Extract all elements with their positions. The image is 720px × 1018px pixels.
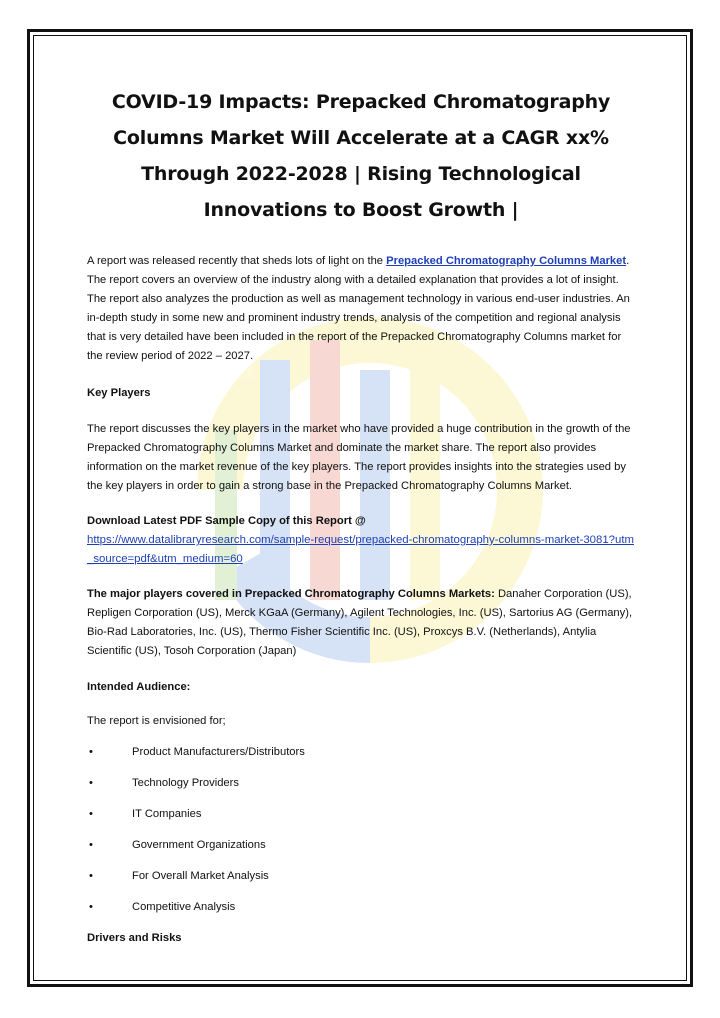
intro-text-before: A report was released recently that sheds lots of light on the bbox=[87, 255, 387, 267]
market-report-link[interactable]: Prepacked Chromatography Columns Market bbox=[386, 255, 627, 267]
major-players-paragraph bbox=[87, 585, 635, 661]
list-item bbox=[87, 743, 635, 762]
download-link-wrapper bbox=[87, 531, 635, 569]
key-players-heading: Key Players bbox=[87, 387, 151, 399]
bullet-icon: • bbox=[89, 870, 93, 882]
list-item-text: IT Companies bbox=[132, 808, 202, 820]
list-item-text: Technology Providers bbox=[132, 777, 239, 789]
intended-audience-heading: Intended Audience: bbox=[87, 681, 191, 693]
list-item bbox=[87, 805, 635, 824]
intro-text-after: . The report covers an overview of the industry along with a detailed explanation that provides a lot of insight. The report also analyzes the production as well as management technology in various end-user industries. An in-depth study in some new and prominent industry trends, analysis of the competition and regional analysis that is very detailed have been included in the report of the Prepacked Chromatography Columns market for the review period of 2022 – 2027. bbox=[87, 255, 630, 362]
audience-intro: The report is envisioned for; bbox=[87, 715, 226, 727]
sample-request-url-link[interactable]: https://www.datalibraryresearch.com/sample-request/prepacked-chromatography-columns-market-3081?utm_source=pdf&utm_medium=60 bbox=[87, 534, 634, 565]
download-heading: Download Latest PDF Sample Copy of this Report @ bbox=[87, 515, 366, 527]
list-item-text: Product Manufacturers/Distributors bbox=[132, 746, 305, 758]
intro-paragraph bbox=[87, 252, 635, 366]
bullet-icon: • bbox=[89, 808, 93, 820]
list-item-text: For Overall Market Analysis bbox=[132, 870, 269, 882]
list-item-text: Competitive Analysis bbox=[132, 901, 236, 913]
bullet-icon: • bbox=[89, 746, 93, 758]
list-item bbox=[87, 898, 635, 917]
list-item bbox=[87, 867, 635, 886]
list-item bbox=[87, 774, 635, 793]
document-body bbox=[87, 84, 635, 948]
bullet-icon: • bbox=[89, 901, 93, 913]
bullet-icon: • bbox=[89, 777, 93, 789]
major-players-label: The major players covered in Prepacked Chromatography Columns Markets: bbox=[87, 588, 495, 600]
document-title: COVID-19 Impacts: Prepacked Chromatography Columns Market Will Accelerate at a CAGR xx% Through 2022-2028 | Rising Technological Innovations to Boost Growth | bbox=[111, 91, 611, 221]
bullet-icon: • bbox=[89, 839, 93, 851]
drivers-and-risks-heading: Drivers and Risks bbox=[87, 932, 182, 944]
list-item bbox=[87, 836, 635, 855]
audience-list bbox=[87, 743, 635, 917]
major-players-list: Danaher Corporation (US), Repligen Corporation (US), Merck KGaA (Germany), Agilent Technologies, Inc. (US), Sartorius AG (Germany), Bio-Rad Laboratories, Inc. (US), Thermo Fisher Scientific Inc. (US), Proxcys B.V. (Netherlands), Antylia Scientific (US), Tosoh Corporation (Japan) bbox=[87, 588, 633, 657]
key-players-paragraph: The report discusses the key players in the market who have provided a huge contribution in the growth of the Prepacked Chromatography Columns Market and dominate the market share. The report also provides information on the market revenue of the key players. The report provides insights into the strategies used by the key players in order to gain a strong base in the Prepacked Chromatography Columns Market. bbox=[87, 423, 631, 492]
list-item-text: Government Organizations bbox=[132, 839, 266, 851]
